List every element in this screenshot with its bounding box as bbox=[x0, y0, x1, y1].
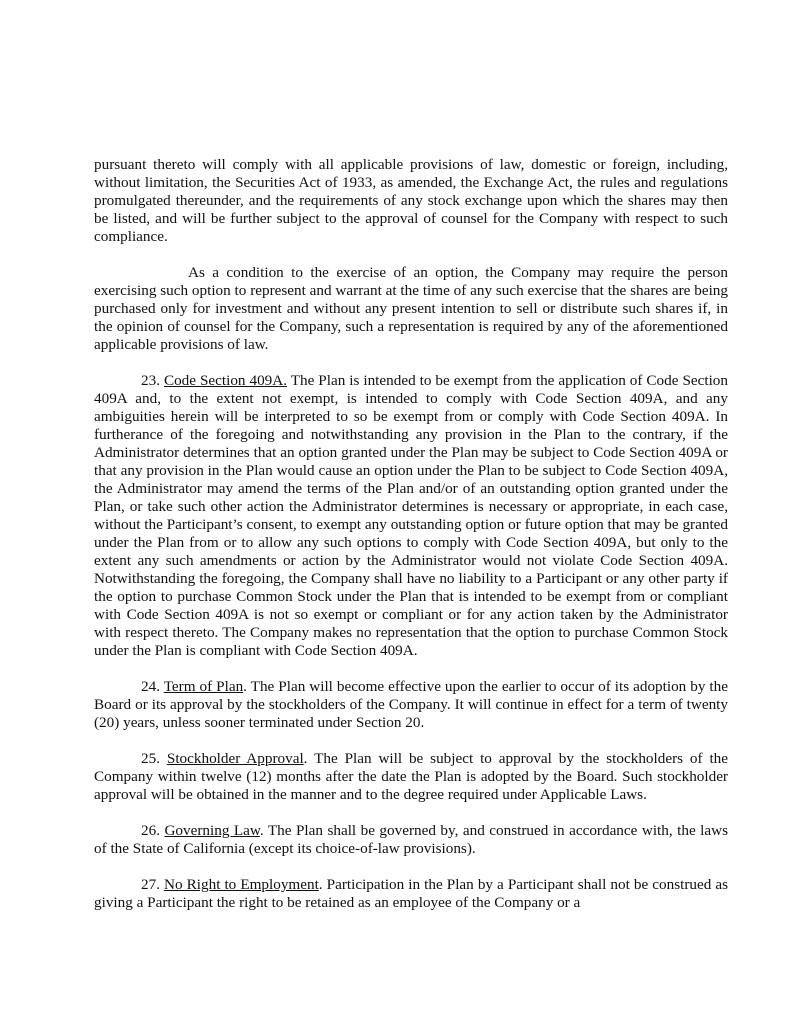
paragraph-continuation bbox=[94, 156, 728, 246]
section-text: . The Plan will be subject to approval by the stockholders of the Company within twelve (12) months after the date the Plan is adopted by the Board. Such stockholder approval will be obtained in the manner and to the degree required under Applicable Laws. bbox=[94, 750, 729, 803]
section-text: . Participation in the Plan by a Participant shall not be construed as giving a Participant the right to be retained as an employee of the Company or a bbox=[94, 876, 729, 911]
section-text: . The Plan will become effective upon the earlier to occur of its adoption by the Board or its approval by the stockholders of the Company. It will continue in effect for a term of twenty (20) years, unless sooner terminated under Section 20. bbox=[94, 678, 728, 731]
section-23-code-section-409a bbox=[94, 372, 728, 660]
section-number: 24. bbox=[141, 678, 160, 695]
section-number: 23. bbox=[141, 372, 160, 389]
section-24-term-of-plan bbox=[94, 678, 728, 732]
document-page bbox=[94, 156, 728, 930]
paragraph-text: pursuant thereto will comply with all applicable provisions of law, domestic or foreign, including, without limitation, the Securities Act of 1933, as amended, the Exchange Act, the rules and regulations promulgated thereunder, and the requirements of any stock exchange upon which the shares may then be listed, and will be further subject to the approval of counsel for the Company with respect to such compliance. bbox=[94, 156, 728, 245]
section-26-governing-law bbox=[94, 822, 728, 858]
section-heading: Governing Law bbox=[164, 822, 260, 839]
section-heading: Stockholder Approval bbox=[166, 750, 304, 767]
section-number: 25. bbox=[141, 750, 160, 767]
paragraph-exercise-condition bbox=[94, 264, 728, 354]
section-heading: No Right to Employment bbox=[164, 876, 319, 893]
section-27-no-right-to-employment bbox=[94, 876, 728, 912]
section-25-stockholder-approval bbox=[94, 750, 728, 804]
section-number: 26. bbox=[141, 822, 160, 839]
section-heading: Code Section 409A. bbox=[163, 372, 288, 389]
section-number: 27. bbox=[141, 876, 160, 893]
section-heading: Term of Plan bbox=[163, 678, 244, 695]
paragraph-text: As a condition to the exercise of an option, the Company may require the person exercising such option to represent and warrant at the time of any such exercise that the shares are being purchased only for investment and without any present intention to sell or distribute such shares if, in the opinion of counsel for the Company, such a representation is required by any of the aforementioned applicable provisions of law. bbox=[94, 264, 728, 353]
section-text: The Plan is intended to be exempt from the application of Code Section 409A and, to the extent not exempt, is intended to comply with Code Section 409A, and any ambiguities herein will be interpreted to so be exempt from or comply with Code Section 409A. In furtherance of the foregoing and notwithstanding any provision in the Plan to the contrary, if the Administrator determines that an option granted under the Plan may be subject to Code Section 409A or that any provision in the Plan would cause an option under the Plan to be subject to Code Section 409A, the Administrator may amend the terms of the Plan and/or of an outstanding option granted under the Plan, or take such other action the Administrator determines is necessary or appropriate, in each case, without the Participant’s consent, to exempt any outstanding option or future option that may be granted under the Plan from or to allow any such options to comply with Code Section 409A, but only to the extent any such amendments or action by the Administrator would not violate Code Section 409A. Notwithstanding the foregoing, the Company shall have no liability to a Participant or any other party if the option to purchase Common Stock under the Plan that is intended to be exempt from or compliant with Code Section 409A is not so exempt or compliant or for any action taken by the Administrator with respect thereto. The Company makes no representation that the option to purchase Common Stock under the Plan is compliant with Code Section 409A. bbox=[94, 372, 728, 659]
section-text: . The Plan shall be governed by, and construed in accordance with, the laws of the State of California (except its choice-of-law provisions). bbox=[94, 822, 729, 857]
